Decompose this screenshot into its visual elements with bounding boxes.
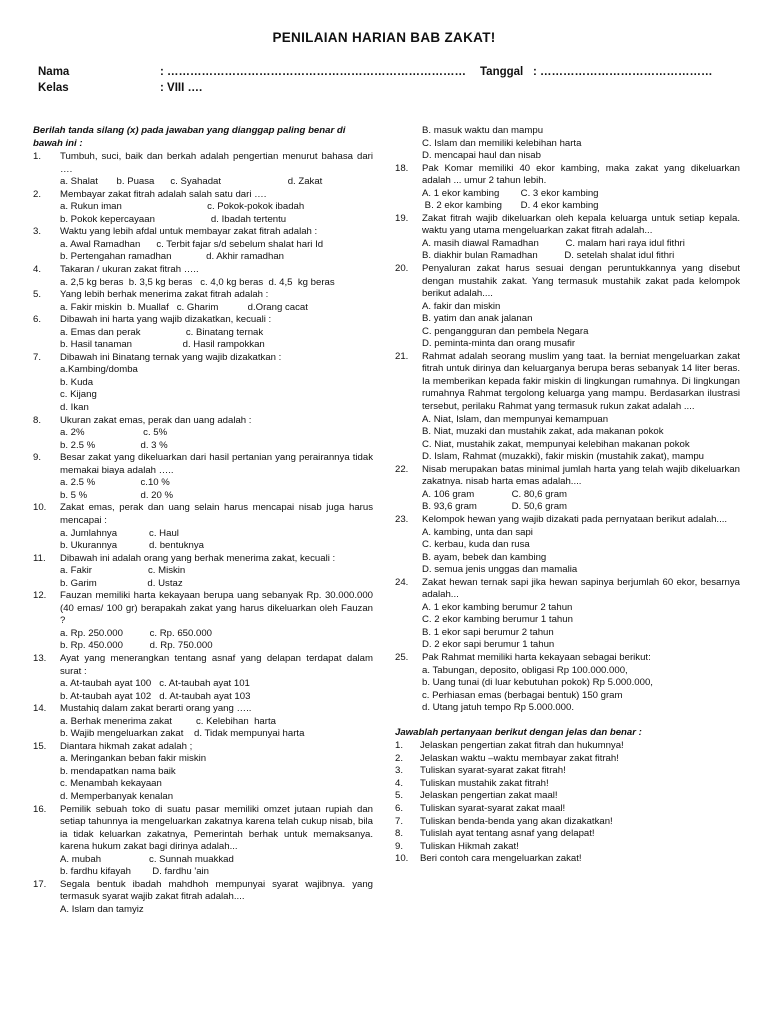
question-text: Pemilik sebuah toko di suatu pasar memiliki omzet jutaan rupiah dan setiap tahunnya ia mengeluarkan zakatnya karena telah cukup nisab, bila ia tidak keluarkan zakatnya, Pemerintah berhak untuk memaksanya. karena hukum zakat bagi dirinya adalah... xyxy=(60,803,373,853)
question-row xyxy=(33,879,373,904)
answer-option: a. Rukun iman c. Pokok-pokok ibadah xyxy=(60,201,305,213)
essay-question xyxy=(395,816,740,829)
essay-number: 7. xyxy=(395,815,404,827)
answer-option: a. Fakir miskin b. Muallaf c. Gharim d.Orang cacat xyxy=(60,301,308,313)
answer-option: b. At-taubah ayat 102 d. At-taubah ayat 103 xyxy=(60,690,251,702)
question-text: Pak Komar memiliki 40 ekor kambing, maka zakat yang dikeluarkan adalah ... umur 2 tahun lebih. xyxy=(422,162,740,187)
answer-option: B. 93,6 gram D. 50,6 gram xyxy=(422,501,568,513)
essay-text: Tuliskan syarat-syarat zakat maal! xyxy=(420,802,566,814)
essay-number: 10. xyxy=(395,853,409,865)
answer-option: B. 2 ekor kambing D. 4 ekor kambing xyxy=(422,200,599,212)
tanggal-label: Tanggal xyxy=(480,66,524,78)
question-text: Membayar zakat fitrah adalah salah satu dari …. xyxy=(60,188,267,200)
question-item xyxy=(33,264,373,289)
answer-option: B. masuk waktu dan mampu xyxy=(422,125,544,136)
question-number: 18. xyxy=(395,162,409,174)
answer-option: C. kerbau, kuda dan rusa xyxy=(422,539,530,551)
essay-text: Jelaskan pengertian zakat fitrah dan hukumnya! xyxy=(420,740,624,752)
answer-option: a.Kambing/domba xyxy=(60,364,138,376)
question-number: 22. xyxy=(395,463,409,475)
essay-question xyxy=(395,828,740,841)
answer-option: D. Islam, Rahmat (muzakki), fakir miskin (mustahik zakat), mampu xyxy=(422,451,705,463)
question-number: 15. xyxy=(33,740,47,752)
answer-option: a. Tabungan, deposito, obligasi Rp 100.000.000, xyxy=(422,664,628,676)
answer-option: d. Utang jatuh tempo Rp 5.000.000. xyxy=(422,702,575,714)
question-row xyxy=(395,514,740,527)
question-number: 19. xyxy=(395,212,409,224)
answer-option: b. Pokok kepercayaan d. Ibadah tertentu xyxy=(60,213,287,225)
question-item xyxy=(33,314,373,352)
answer-option: a. Emas dan perak c. Binatang ternak xyxy=(60,326,264,338)
question-row xyxy=(33,804,373,854)
question-item xyxy=(33,553,373,591)
essay-question xyxy=(395,790,740,803)
page-title: PENILAIAN HARIAN BAB ZAKAT! xyxy=(272,30,496,45)
answer-option: b. 2.5 % d. 3 % xyxy=(60,439,168,451)
answer-option: B. 1 ekor sapi berumur 2 tahun xyxy=(422,626,554,638)
question-item xyxy=(33,189,373,227)
question-text: Zakat emas, perak dan uang selain harus mencapai nisab juga harus mencapai : xyxy=(60,502,373,526)
question-text: Rahmat adalah seorang muslim yang taat. Ia berniat mengeluarkan zakat fitrah untuk dirinya dan keluarganya berupa beras sebanyak 14 liter beras. Ia memberikan kepada fakir miskin di lingkungan rumahnya. Di lingkungan rumahnya Rahmat tergolong keluarga yang mampu. Berdasarkan ilustrasi tersebut, perilaku Rahmat yang termasuk rukun zakat adalah .... xyxy=(422,350,740,413)
question-item xyxy=(395,351,740,464)
answer-option: b. mendapatkan nama baik xyxy=(60,765,176,777)
question-number: 10. xyxy=(33,502,47,514)
question-text: Mustahiq dalam zakat berarti orang yang ….. xyxy=(60,703,252,715)
question-number: 23. xyxy=(395,513,409,525)
question-row xyxy=(33,653,373,678)
question-number: 11. xyxy=(33,552,46,564)
answer-option: c. Perhiasan emas (berbagai bentuk) 150 gram xyxy=(422,689,623,701)
essay-text: Tuliskan syarat-syarat zakat fitrah! xyxy=(420,765,566,777)
question-row xyxy=(33,741,373,754)
question-text: Segala bentuk ibadah mahdhoh mempunyai syarat wajibnya. yang termasuk syarat wajib zakat fitrah adalah.... xyxy=(60,878,373,903)
answer-option: A. 1 ekor kambing berumur 2 tahun xyxy=(422,601,573,613)
answer-option: a. Meringankan beban fakir miskin xyxy=(60,753,207,765)
answer-option: a. Fakir c. Miskin xyxy=(60,565,186,577)
question-item xyxy=(395,652,740,715)
answer-option: b. Ukurannya d. bentuknya xyxy=(60,540,204,552)
question-row xyxy=(33,289,373,302)
answer-option: A. 106 gram C. 80,6 gram xyxy=(422,488,568,500)
answer-option: A. 1 ekor kambing C. 3 ekor kambing xyxy=(422,187,599,199)
answer-option: B. Niat, muzaki dan mustahik zakat, ada makanan pokok xyxy=(422,426,664,438)
answer-option: C. Islam dan memiliki kelebihan harta xyxy=(422,137,582,149)
question-continuation xyxy=(395,125,740,163)
answer-option: a. Shalat b. Puasa c. Syahadat d. Zakat xyxy=(60,176,323,188)
question-number: 7. xyxy=(33,351,42,363)
question-number: 1. xyxy=(33,151,42,163)
question-text: Yang lebih berhak menerima zakat fitrah adalah : xyxy=(60,289,269,301)
answer-option: A. Islam dan tamyiz xyxy=(60,903,144,915)
question-row xyxy=(33,502,373,527)
essay-number: 4. xyxy=(395,777,404,789)
answer-option: A. mubah c. Sunnah muakkad xyxy=(60,853,234,865)
answer-option: D. mencapai haul dan nisab xyxy=(422,150,541,162)
question-text: Diantara hikmah zakat adalah ; xyxy=(60,740,193,752)
essay-number: 2. xyxy=(395,752,404,764)
question-text: Ukuran zakat emas, perak dan uang adalah : xyxy=(60,414,252,426)
essay-number: 3. xyxy=(395,765,404,777)
answer-option: b. Kuda xyxy=(60,376,94,388)
question-row xyxy=(33,452,373,477)
question-item xyxy=(33,653,373,703)
essay-instruction: Jawablah pertanyaan berikut dengan jelas dan benar : xyxy=(395,726,642,738)
question-number: 6. xyxy=(33,314,42,326)
answer-option: C. Niat, mustahik zakat, mempunyai kelebihan makanan pokok xyxy=(422,438,690,450)
answer-option: D. peminta-minta dan orang musafir xyxy=(422,338,576,350)
answer-option: a. 2,5 kg beras b. 3,5 kg beras c. 4,0 kg beras d. 4,5 kg beras xyxy=(60,276,335,288)
answer-option: b. Garim d. Ustaz xyxy=(60,577,183,589)
question-row xyxy=(395,351,740,414)
essay-question xyxy=(395,853,740,866)
left-column xyxy=(33,125,373,916)
question-number: 16. xyxy=(33,803,47,815)
question-number: 21. xyxy=(395,350,409,362)
answer-option: A. fakir dan miskin xyxy=(422,300,501,312)
essay-number: 5. xyxy=(395,790,404,802)
question-item xyxy=(33,879,373,917)
question-item xyxy=(395,514,740,577)
tanggal-field: : ……………………………………… xyxy=(533,66,713,78)
question-row xyxy=(33,415,373,428)
answer-option: a. Berhak menerima zakat c. Kelebihan harta xyxy=(60,715,276,727)
question-row xyxy=(33,151,373,176)
question-row xyxy=(395,213,740,238)
essay-text: Tuliskan Hikmah zakat! xyxy=(420,840,519,852)
answer-option: D. semua jenis unggas dan mamalia xyxy=(422,564,578,576)
answer-option: c. Menambah kekayaan xyxy=(60,778,162,790)
question-number: 17. xyxy=(33,878,47,890)
essay-question xyxy=(395,765,740,778)
essay-text: Tulislah ayat tentang asnaf yang delapat! xyxy=(420,828,595,840)
question-item xyxy=(395,213,740,263)
essay-number: 8. xyxy=(395,828,404,840)
question-row xyxy=(395,163,740,188)
question-row xyxy=(395,263,740,301)
question-number: 3. xyxy=(33,226,42,238)
essay-number: 9. xyxy=(395,840,404,852)
essay-text: Tuliskan benda-benda yang akan dizakatkan! xyxy=(420,815,613,827)
answer-option: b. Uang tunai (di luar kebutuhan pokok) Rp 5.000.000, xyxy=(422,677,653,689)
essay-question xyxy=(395,753,740,766)
answer-option: A. Niat, Islam, dan mempunyai kemampuan xyxy=(422,413,609,425)
question-item xyxy=(33,289,373,314)
question-text: Dibawah ini adalah orang yang berhak menerima zakat, kecuali : xyxy=(60,552,336,564)
question-row xyxy=(33,703,373,716)
question-number: 8. xyxy=(33,414,42,426)
essay-text: Beri contoh cara mengeluarkan zakat! xyxy=(420,853,582,865)
question-item xyxy=(33,226,373,264)
kelas-field: : VIII …. xyxy=(160,82,203,94)
question-number: 24. xyxy=(395,576,409,588)
question-number: 12. xyxy=(33,590,47,602)
essay-question xyxy=(395,803,740,816)
answer-option: B. ayam, bebek dan kambing xyxy=(422,551,547,563)
essay-text: Jelaskan pengertian zakat maal! xyxy=(420,790,558,802)
question-number: 13. xyxy=(33,652,47,664)
question-number: 20. xyxy=(395,263,409,275)
answer-option: b. Wajib mengeluarkan zakat d. Tidak mempunyai harta xyxy=(60,728,305,740)
question-number: 2. xyxy=(33,188,42,200)
question-text: Besar zakat yang dikeluarkan dari hasil pertanian yang perairannya tidak memakai biaya adalah ….. xyxy=(60,452,373,476)
question-item xyxy=(33,703,373,741)
essay-question xyxy=(395,740,740,753)
essay-text: Jelaskan waktu –waktu membayar zakat fitrah! xyxy=(420,752,619,764)
question-row xyxy=(33,352,373,365)
answer-option: A. kambing, unta dan sapi xyxy=(422,526,533,538)
question-item xyxy=(33,804,373,879)
question-item xyxy=(395,163,740,213)
question-row xyxy=(33,553,373,566)
question-item xyxy=(33,502,373,552)
essay-section xyxy=(395,727,740,866)
answer-option: b. Hasil tanaman d. Hasil rampokkan xyxy=(60,339,265,351)
right-column xyxy=(395,125,740,866)
question-row xyxy=(33,226,373,239)
answer-option: b. fardhu kifayah D. fardhu 'ain xyxy=(60,866,210,878)
question-row xyxy=(33,189,373,202)
question-number: 14. xyxy=(33,703,47,715)
question-item xyxy=(33,590,373,653)
essay-number: 1. xyxy=(395,740,404,752)
question-row xyxy=(33,590,373,628)
question-text: Dibawah ini harta yang wajib dizakatkan, kecuali : xyxy=(60,314,272,326)
question-text: Takaran / ukuran zakat fitrah ….. xyxy=(60,264,199,276)
essay-number: 6. xyxy=(395,802,404,814)
question-row xyxy=(33,314,373,327)
essay-question xyxy=(395,778,740,791)
question-item xyxy=(33,352,373,415)
question-row xyxy=(395,464,740,489)
answer-option: a. Jumlahnya c. Haul xyxy=(60,527,179,539)
question-number: 25. xyxy=(395,651,409,663)
answer-option: a. At-taubah ayat 100 c. At-taubah ayat 101 xyxy=(60,678,250,690)
question-text: Penyaluran zakat harus sesuai dengan peruntukkannya yang disebut dengan mustahik zakat. Yang termasuk mustahik zakat pada kelompok berikut adalah.... xyxy=(422,263,740,300)
nama-field: : …………………………………………………………………… xyxy=(160,66,467,78)
question-text: Waktu yang lebih afdal untuk membayar zakat fitrah adalah : xyxy=(60,226,318,238)
question-item xyxy=(33,741,373,804)
essay-text: Tuliskan mustahik zakat fitrah! xyxy=(420,777,549,789)
question-text: Zakat fitrah wajib dikeluarkan oleh kepala keluarga untuk setiap kepala. waktu yang utama mengeluarkan zakat fitrah adalah... xyxy=(422,212,740,237)
question-text: Nisab merupakan batas minimal jumlah harta yang telah wajib dikeluarkan zakatnya. nisab harta emas adalah.... xyxy=(422,463,740,488)
answer-option: C. 2 ekor kambing berumur 1 tahun xyxy=(422,614,573,626)
answer-option: B. yatim dan anak jalanan xyxy=(422,313,533,325)
answer-option: D. 2 ekor sapi berumur 1 tahun xyxy=(422,639,555,651)
question-number: 4. xyxy=(33,264,42,276)
answer-option: b. Pertengahan ramadhan d. Akhir ramadhan xyxy=(60,251,284,263)
question-number: 9. xyxy=(33,452,42,464)
question-row xyxy=(395,652,740,665)
answer-option: d. Ikan xyxy=(60,402,89,414)
answer-option: B. diakhir bulan Ramadhan D. setelah shalat idul fithri xyxy=(422,250,675,262)
question-item xyxy=(33,415,373,453)
answer-option: a. Rp. 250.000 c. Rp. 650.000 xyxy=(60,627,212,639)
question-item xyxy=(33,151,373,189)
question-item xyxy=(395,577,740,652)
answer-option: a. 2% c. 5% xyxy=(60,427,168,439)
question-number: 5. xyxy=(33,289,42,301)
multiple-choice-instruction: Berilah tanda silang (x) pada jawaban yang dianggap paling benar di bawah ini : xyxy=(33,125,346,149)
question-text: Pak Rahmat memiliki harta kekayaan sebagai berikut: xyxy=(422,651,651,663)
kelas-label: Kelas xyxy=(38,82,69,94)
question-text: Tumbuh, suci, baik dan berkah adalah pengertian menurut bahasa dari …. xyxy=(60,151,373,175)
question-text: Zakat hewan ternak sapi jika hewan sapinya berjumlah 60 ekor, besarnya adalah... xyxy=(422,576,740,601)
nama-label: Nama xyxy=(38,66,70,78)
question-text: Dibawah ini Binatang ternak yang wajib dizakatkan : xyxy=(60,351,282,363)
answer-option: c. Kijang xyxy=(60,389,97,401)
question-item xyxy=(395,464,740,514)
answer-option: b. Rp. 450.000 d. Rp. 750.000 xyxy=(60,640,213,652)
question-text: Ayat yang menerangkan tentang asnaf yang delapan terdapat dalam surat : xyxy=(60,652,373,677)
question-row xyxy=(33,264,373,277)
answer-option: C. pengangguran dan pembela Negara xyxy=(422,325,589,337)
question-row xyxy=(395,577,740,602)
answer-option: b. 5 % d. 20 % xyxy=(60,489,174,501)
question-text: Kelompok hewan yang wajib dizakati pada pernyataan berikut adalah.... xyxy=(422,513,728,525)
question-text: Fauzan memiliki harta kekayaan berupa uang sebanyak Rp. 30.000.000 (40 emas/ 100 gr) berapakah zakat yang harus dikeluarkan oleh Fauzan ? xyxy=(60,590,373,627)
answer-option: d. Memperbanyak kenalan xyxy=(60,790,174,802)
answer-option: A. masih diawal Ramadhan C. malam hari raya idul fithri xyxy=(422,237,685,249)
question-item xyxy=(33,452,373,502)
essay-question xyxy=(395,841,740,854)
answer-option: a. Awal Ramadhan c. Terbit fajar s/d sebelum shalat hari Id xyxy=(60,238,324,250)
answer-option: a. 2.5 % c.10 % xyxy=(60,477,170,489)
question-item xyxy=(395,263,740,351)
